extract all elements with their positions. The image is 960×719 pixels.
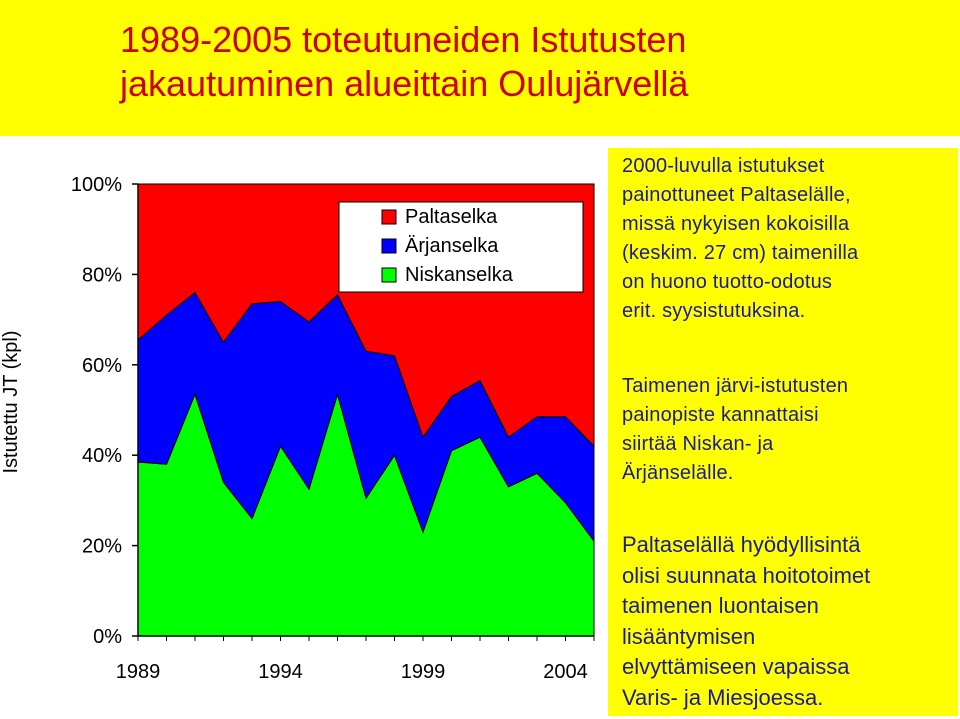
paragraph-1-line: erit. syysistutuksina. [622, 300, 806, 322]
paragraph-2-line: Ärjänselälle. [622, 462, 734, 484]
title-line-1: 1989-2005 toteutuneiden Istutusten [120, 19, 687, 60]
y-tick-label: 20% [81, 535, 122, 558]
paragraph-3-line: taimenen luontaisen [622, 593, 819, 618]
legend-label: Niskanselka [405, 264, 513, 286]
legend-label: Ärjanselka [405, 235, 499, 257]
legend-label: Paltaselka [405, 206, 498, 228]
legend [339, 202, 583, 292]
x-tick-label: 2004 [543, 661, 588, 683]
title-line-2: jakautuminen alueittain Oulujärvellä [120, 63, 689, 104]
paragraph-3-line: elvyttämiseen vapaissa [622, 654, 850, 679]
stacked-area-chart [0, 150, 605, 685]
legend-swatch [382, 210, 396, 224]
paragraph-1-line: on huono tuotto-odotus [622, 271, 833, 293]
x-tick-label: 1999 [400, 661, 446, 683]
paragraph-2-line: Taimenen järvi-istutusten [622, 375, 849, 397]
y-tick-label: 100% [70, 174, 122, 196]
paragraph-1-line: (keskim. 27 cm) taimenilla [622, 242, 859, 264]
legend-swatch [382, 268, 396, 282]
y-tick-label: 60% [81, 354, 122, 377]
paragraph-2-line: siirtää Niskan- ja [622, 433, 774, 455]
paragraph-3-line: Varis- ja Miesjoessa. [622, 684, 824, 710]
commentary-panel [608, 148, 958, 716]
paragraph-1 [622, 152, 858, 326]
paragraph-1-line: missä nykyisen kokoisilla [622, 213, 850, 235]
paragraph-2-line: painopiste kannattaisi [622, 404, 819, 426]
paragraph-3 [622, 530, 870, 713]
y-axis-label: Istutettu JT (kpl) [0, 330, 22, 474]
y-tick-label: 80% [81, 264, 122, 287]
y-tick-label: 0% [93, 626, 122, 648]
paragraph-1-line: 2000-luvulla istutukset [622, 155, 825, 177]
paragraph-3-line: Paltaselällä hyödyllisintä [622, 532, 861, 557]
title-banner [0, 0, 960, 136]
paragraph-3-line: olisi suunnata hoitotoimet [622, 562, 871, 588]
x-tick-label: 1994 [258, 661, 303, 683]
y-tick-label: 40% [81, 445, 122, 468]
paragraph-3-line: lisääntymisen [622, 623, 756, 649]
x-tick-label: 1989 [115, 661, 161, 683]
paragraph-2 [622, 372, 848, 488]
page-title [120, 18, 688, 106]
legend-swatch [382, 239, 396, 253]
paragraph-1-line: painottuneet Paltaselälle, [622, 184, 851, 206]
